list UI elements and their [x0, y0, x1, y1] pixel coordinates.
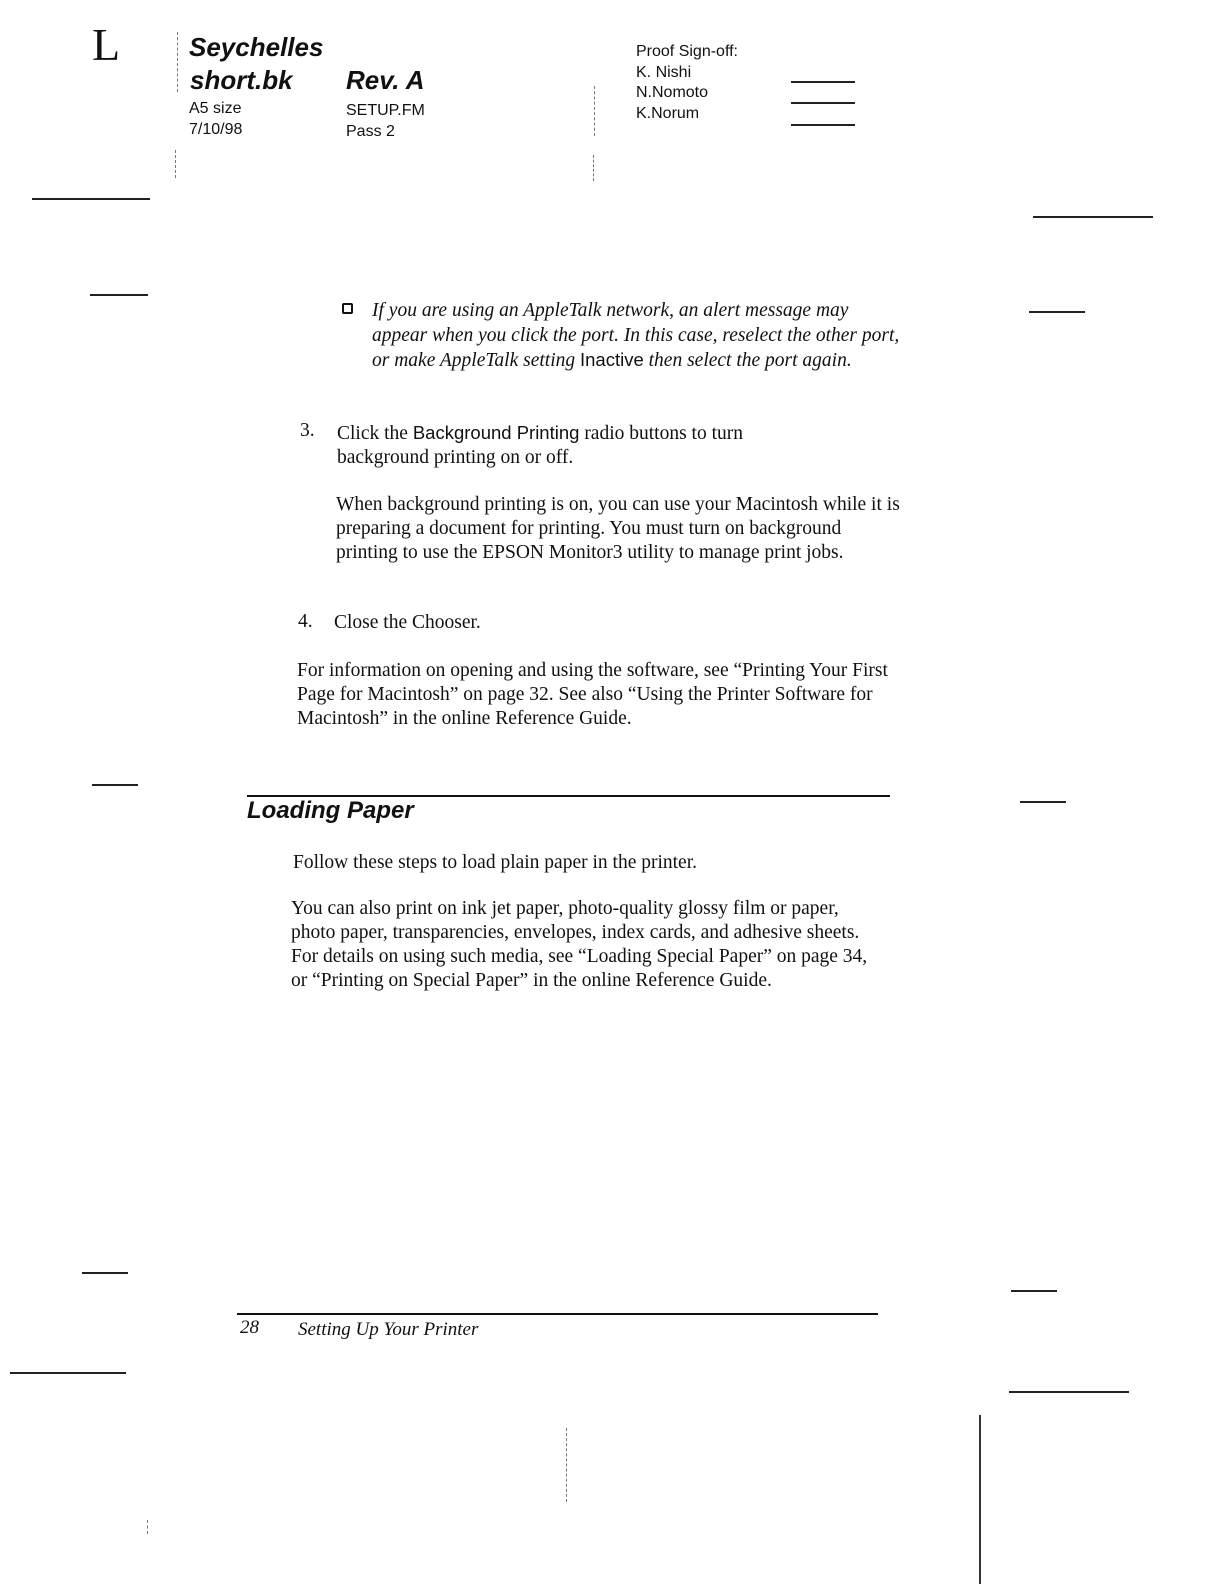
signer-nishi: K. Nishi: [636, 64, 692, 81]
step-number-4: 4.: [298, 611, 313, 632]
header-divider-right-lower: [593, 155, 594, 181]
signoff-line-2: [791, 102, 855, 104]
checkbox-bullet-icon: [342, 303, 353, 314]
signoff-line-3: [791, 124, 855, 126]
crop-mark-bottom-right: [979, 1415, 981, 1584]
crop-mark-center-bottom: [566, 1428, 567, 1502]
pass-label: Pass 2: [346, 123, 395, 140]
note-text-start: If you are using an AppleTalk network, an alert message may appear when you click the port. In this case, reselect the other port, or make AppleTalk setting: [372, 300, 900, 371]
page-number: 28: [240, 1317, 259, 1338]
info-paragraph: For information on opening and using the software, see “Printing Your First Page for Macintosh” on page 32. See also “Using the Printer Software for Macintosh” in the online Reference Guide.: [297, 660, 888, 729]
footer-rule: [237, 1313, 878, 1315]
crop-mark: [10, 1372, 126, 1374]
crop-mark-bottom-left: [147, 1520, 148, 1534]
step-3-setting-background-printing: Background Printing: [412, 422, 580, 443]
step-3-text: [337, 421, 837, 470]
signer-nomoto: N.Nomoto: [636, 84, 709, 101]
crop-mark: [82, 1272, 128, 1274]
step-3-suffix: radio buttons to turn background printing on or off.: [337, 423, 744, 468]
corner-letter: L: [92, 19, 121, 70]
section-details: You can also print on ink jet paper, photo-quality glossy film or paper, photo paper, transparencies, envelopes, index cards, and adhesive sheets. For details on using such media, see “Loading Special Paper” on page 34, or “Printing on Special Paper” in the online Reference Guide.: [291, 898, 868, 991]
file-name: SETUP.FM: [346, 102, 425, 119]
step-4-text: Close the Chooser.: [334, 612, 481, 633]
header-date: 7/10/98: [189, 121, 243, 138]
section-title: Loading Paper: [247, 797, 414, 824]
book-name: short.bk: [190, 65, 293, 95]
section-intro: Follow these steps to load plain paper in the printer.: [293, 852, 698, 873]
project-name: Seychelles: [189, 32, 324, 62]
signer-norum: K.Norum: [636, 105, 700, 122]
applettalk-note: [372, 299, 900, 374]
step-3-prefix: Click the: [337, 423, 413, 444]
step-number-3: 3.: [300, 420, 315, 441]
crop-mark: [90, 294, 148, 296]
step-3-detail: When background printing is on, you can use your Macintosh while it is preparing a document for printing. You must turn on background printing to use the EPSON Monitor3 utility to manage print jobs.: [336, 494, 900, 563]
crop-mark: [1011, 1290, 1057, 1292]
revision-label: Rev. A: [346, 65, 425, 95]
header-divider-left: [177, 32, 178, 92]
note-text-end: then select the port again.: [643, 350, 852, 371]
chapter-title: Setting Up Your Printer: [298, 1319, 479, 1340]
header-divider-left-lower: [175, 150, 176, 178]
crop-mark: [92, 784, 138, 786]
page-size: A5 size: [189, 100, 242, 117]
crop-mark: [1009, 1391, 1129, 1393]
proof-signoff-title: Proof Sign-off:: [636, 43, 738, 60]
header-divider-right: [594, 86, 595, 136]
crop-mark: [1033, 216, 1153, 218]
crop-mark: [1020, 801, 1066, 803]
note-setting-inactive: Inactive: [580, 349, 644, 370]
crop-mark: [1029, 311, 1085, 313]
crop-mark: [32, 198, 150, 200]
signoff-line-1: [791, 81, 855, 83]
